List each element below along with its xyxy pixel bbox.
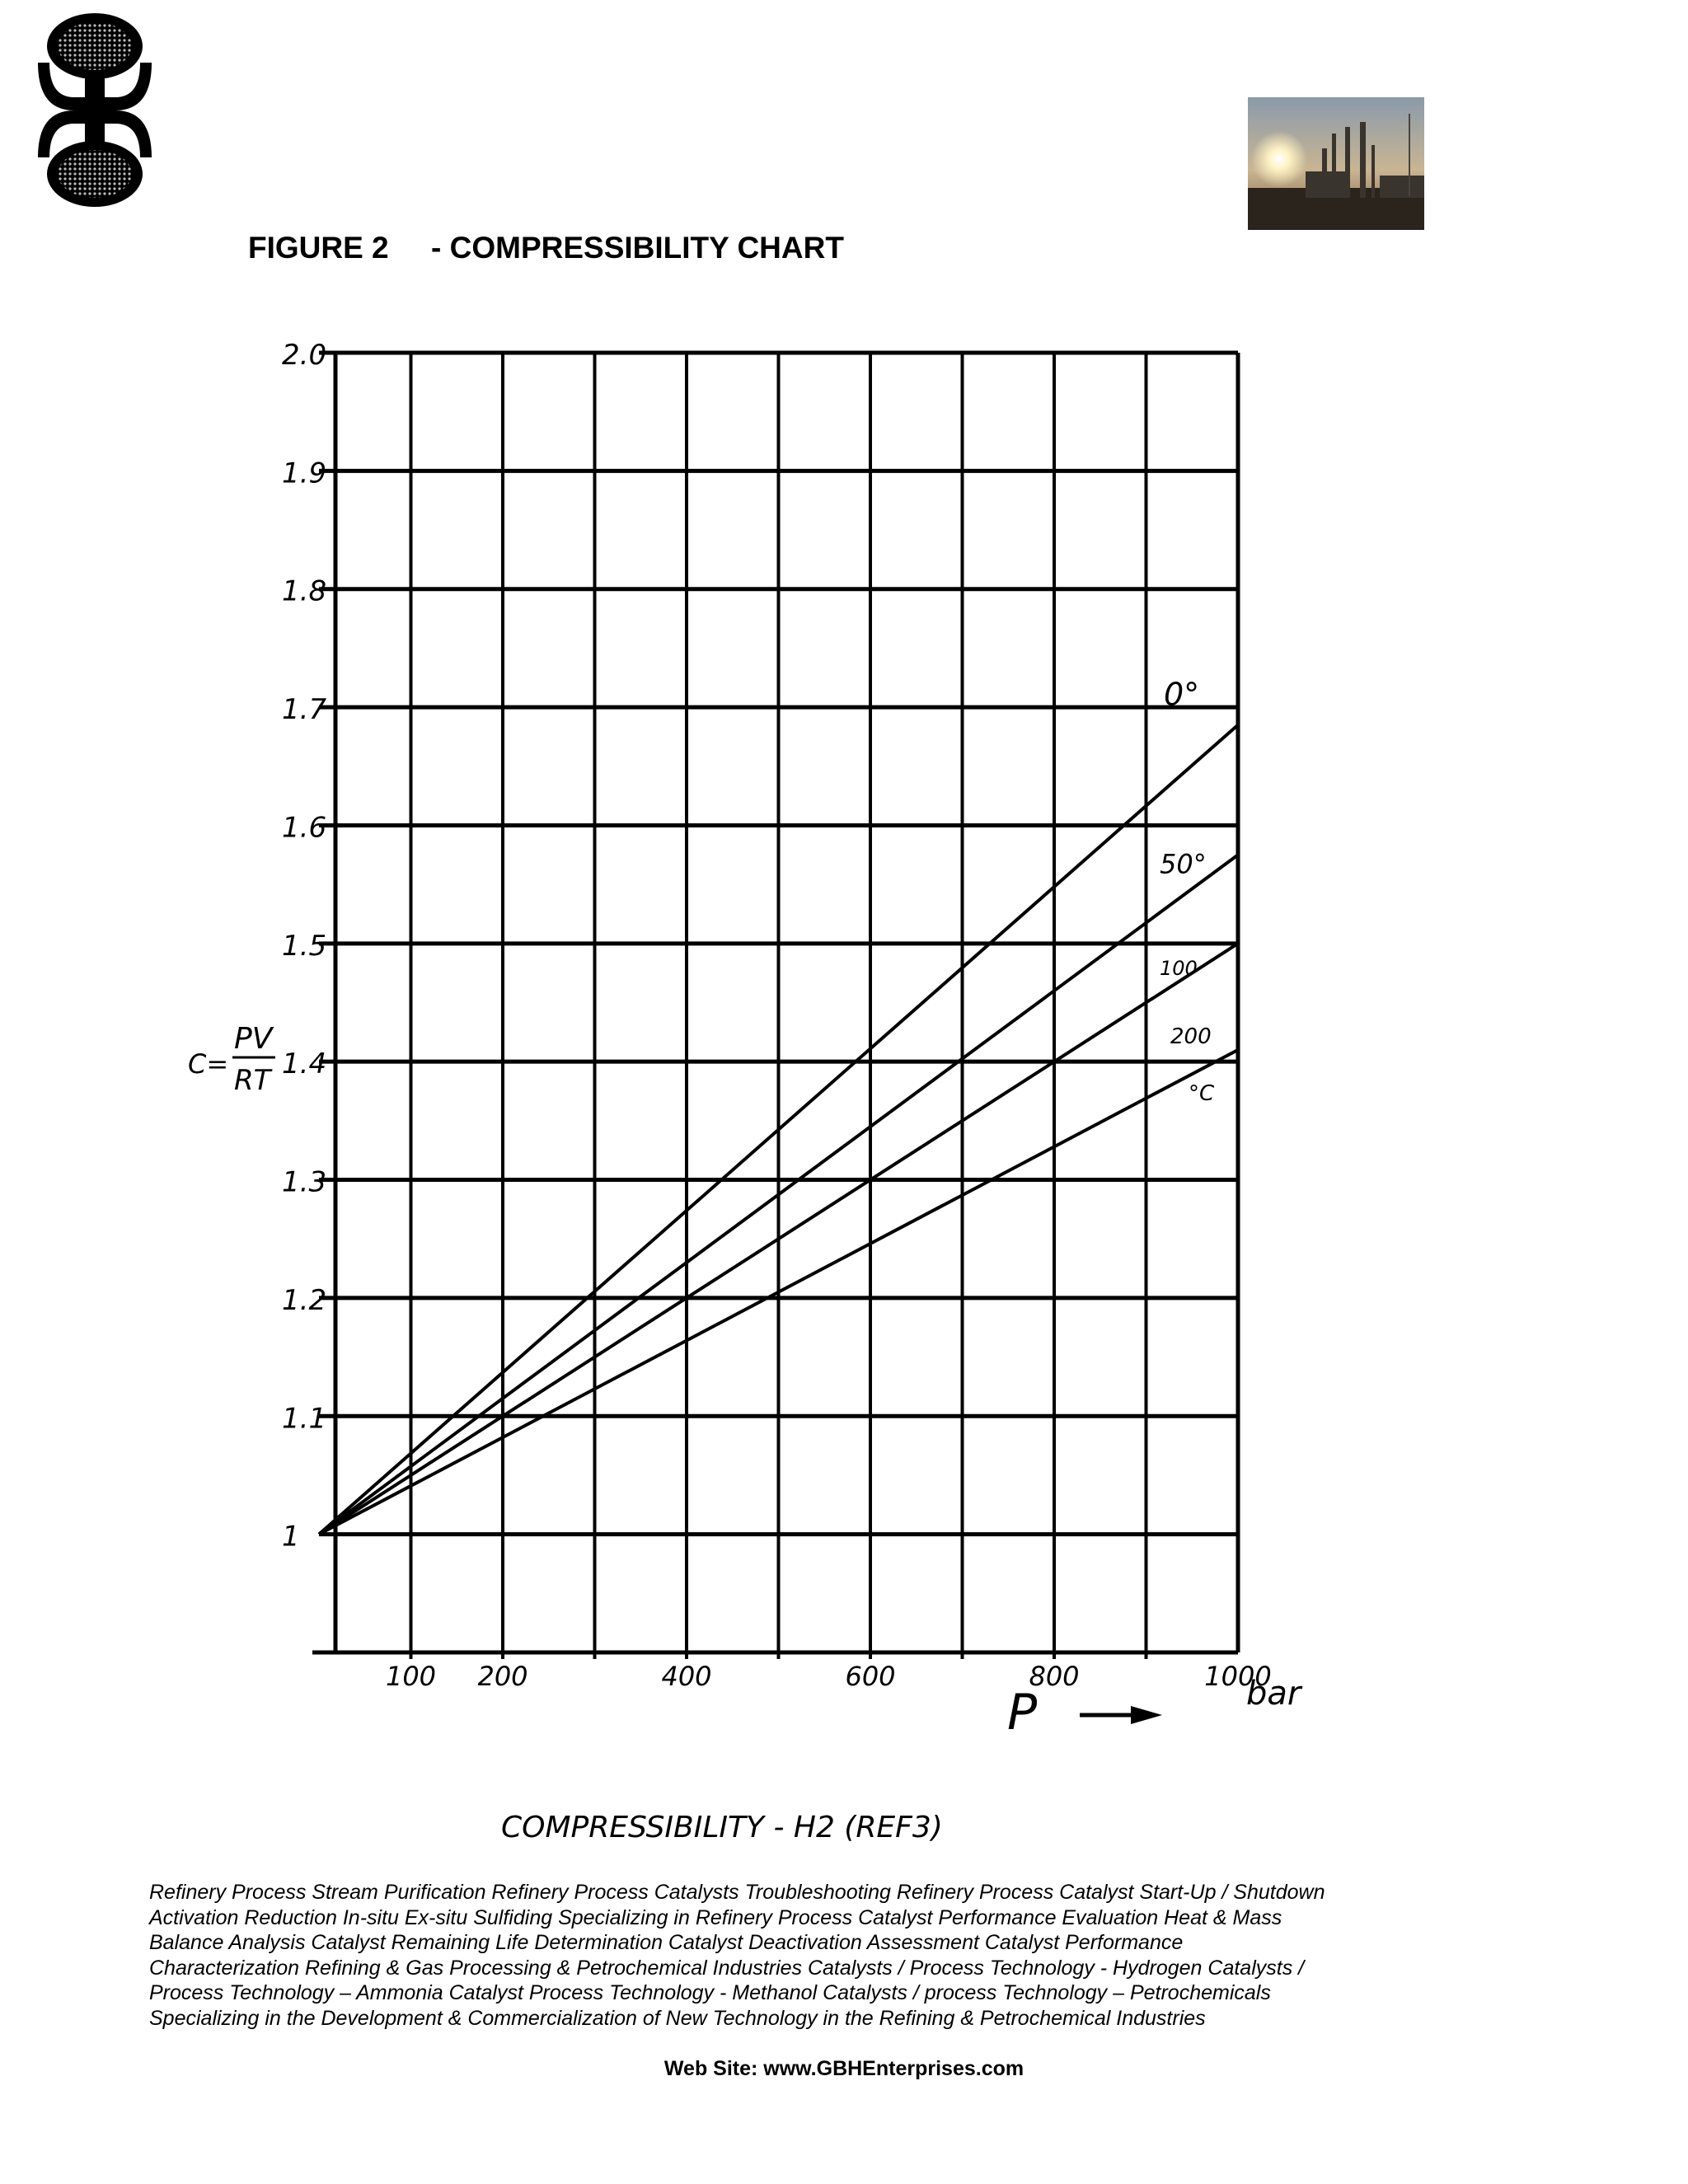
y-tick-label: 1.6 [282,811,327,845]
x-axis-unit: bar [1246,1675,1301,1713]
y-tick-label: 1 [282,1520,300,1554]
y-axis-label-denominator: RT [234,1064,271,1097]
x-tick-label: 200 [477,1661,528,1692]
footer-line: Activation Reduction In-situ Ex-situ Sulfiding Specializing in Refinery Process Catalyst Performance Evaluation Heat & Mass [149,1905,1282,1929]
y-tick-label: 1.8 [282,574,327,608]
y-axis-label-prefix: C= [188,1048,229,1080]
x-tick-label: 800 [1029,1661,1080,1692]
y-tick-label: 1.4 [282,1047,327,1081]
y-tick-label: 2.0 [282,339,327,372]
footer-line: Process Technology – Ammonia Catalyst Process Technology - Methanol Catalysts / process Technology – Petrochemicals [149,1981,1271,2005]
y-axis-label-numerator: PV [234,1022,273,1056]
footer-line: Refinery Process Stream Purification Refinery Process Catalysts Troubleshooting Refinery Process Catalyst Start-Up / Shutdown [149,1881,1325,1904]
footer-line: Characterization Refining & Gas Processing & Petrochemical Industries Catalysts / Process Technology - Hydrogen Catalysts / [149,1956,1305,1980]
x-tick-label: 100 [385,1661,437,1692]
series-label: 200 [1170,1024,1212,1049]
chart-ticks [282,339,1272,1692]
y-tick-label: 1.5 [282,929,327,963]
y-tick-label: 1.1 [282,1402,327,1436]
x-tick-label: 600 [845,1661,896,1692]
website-link[interactable]: Web Site: www.GBHEnterprises.com [663,2057,1025,2080]
footer-line: Specializing in the Development & Commercialization of New Technology in the Refining & Petrochemical Industries [149,2006,1206,2030]
x-tick-label: 400 [661,1661,712,1692]
series-label: 100 [1160,956,1198,980]
x-axis-label: P [1007,1684,1038,1741]
chart-caption: COMPRESSIBILITY - H2 (REF3) [501,1811,943,1844]
footer-services-text [149,1880,1468,2032]
series-label: 0° [1164,676,1200,713]
x-tick-label: 1000 [1204,1661,1272,1692]
y-tick-label: 1.9 [282,457,327,490]
y-tick-label: 1.2 [282,1283,327,1317]
series-label: 50° [1160,848,1207,880]
y-tick-label: 1.3 [282,1165,327,1199]
y-axis-label [188,1022,275,1097]
footer-line: Balance Analysis Catalyst Remaining Life Determination Catalyst Deactivation Assessment Catalyst Performance [149,1931,1184,1955]
y-tick-label: 1.7 [282,693,327,727]
y-axis-label-text: C= PV/RT [8,8,12,9]
figure-title: FIGURE 2 - COMPRESSIBILITY CHART [248,231,844,265]
x-axis-arrow [1080,1706,1162,1724]
temperature-unit: °C [1189,1081,1215,1106]
